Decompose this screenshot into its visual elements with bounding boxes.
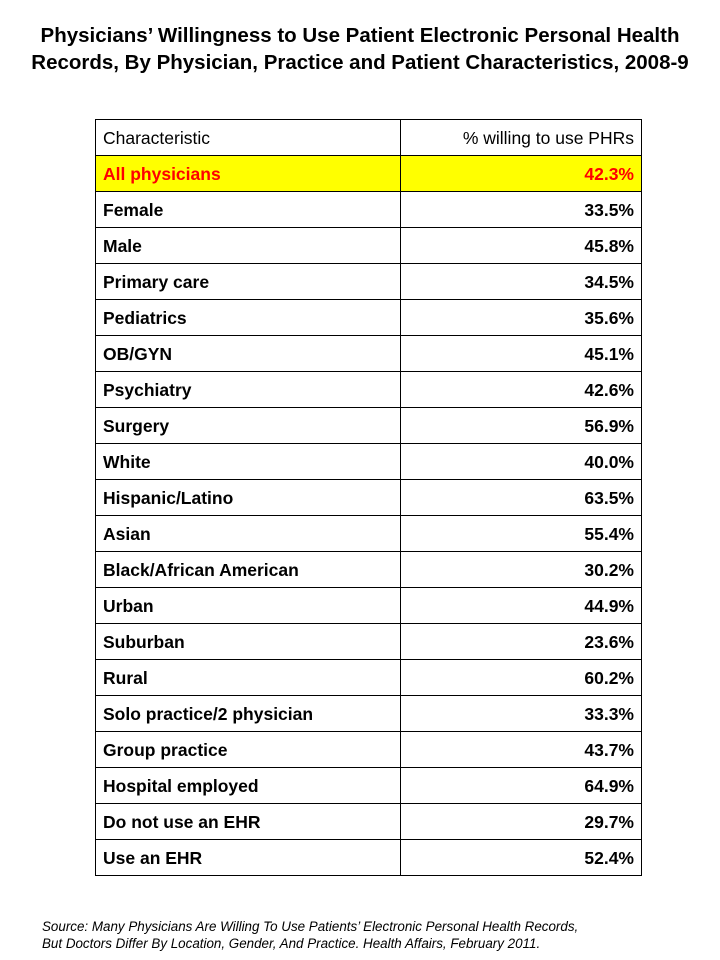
table-row — [96, 408, 642, 444]
characteristic-cell: All physicians — [96, 156, 401, 192]
characteristic-cell: Surgery — [96, 408, 401, 444]
characteristic-cell: Hospital employed — [96, 768, 401, 804]
source-line-2: But Doctors Differ By Location, Gender, And Practice. Health Affairs, February 2011. — [42, 936, 541, 951]
table-body — [96, 156, 642, 876]
characteristic-cell: Asian — [96, 516, 401, 552]
percent-cell: 64.9% — [401, 768, 642, 804]
characteristic-cell: Use an EHR — [96, 840, 401, 876]
table-row — [96, 300, 642, 336]
percent-cell: 60.2% — [401, 660, 642, 696]
table-row — [96, 516, 642, 552]
table-row — [96, 552, 642, 588]
data-table — [95, 119, 642, 876]
characteristic-cell: Hispanic/Latino — [96, 480, 401, 516]
percent-cell: 30.2% — [401, 552, 642, 588]
table-row — [96, 192, 642, 228]
characteristic-cell: Psychiatry — [96, 372, 401, 408]
source-citation — [42, 918, 702, 952]
percent-cell: 40.0% — [401, 444, 642, 480]
percent-cell: 33.3% — [401, 696, 642, 732]
characteristic-cell: Pediatrics — [96, 300, 401, 336]
characteristic-cell: White — [96, 444, 401, 480]
percent-cell: 42.3% — [401, 156, 642, 192]
characteristic-cell: Solo practice/2 physician — [96, 696, 401, 732]
characteristic-cell: Suburban — [96, 624, 401, 660]
percent-cell: 45.1% — [401, 336, 642, 372]
table-row — [96, 480, 642, 516]
percent-cell: 55.4% — [401, 516, 642, 552]
percent-cell: 56.9% — [401, 408, 642, 444]
table-row — [96, 588, 642, 624]
characteristic-cell: OB/GYN — [96, 336, 401, 372]
percent-cell: 34.5% — [401, 264, 642, 300]
table-row — [96, 336, 642, 372]
table-row — [96, 228, 642, 264]
source-line-1: Source: Many Physicians Are Willing To Use Patients’ Electronic Personal Health Records, — [42, 919, 579, 934]
table-row — [96, 624, 642, 660]
table-row — [96, 696, 642, 732]
characteristic-cell: Urban — [96, 588, 401, 624]
table-row — [96, 372, 642, 408]
characteristic-cell: Female — [96, 192, 401, 228]
characteristic-cell: Do not use an EHR — [96, 804, 401, 840]
table-row — [96, 768, 642, 804]
characteristic-cell: Rural — [96, 660, 401, 696]
slide-title: Physicians’ Willingness to Use Patient Electronic Personal Health Records, By Physician, Practice and Patient Characteristics, 2008-9 — [31, 24, 689, 74]
table-header-row — [96, 120, 642, 156]
percent-cell: 52.4% — [401, 840, 642, 876]
column-header-percent: % willing to use PHRs — [401, 120, 642, 156]
table-row — [96, 732, 642, 768]
column-header-characteristic: Characteristic — [96, 120, 401, 156]
percent-cell: 35.6% — [401, 300, 642, 336]
characteristic-cell: Group practice — [96, 732, 401, 768]
table-row — [96, 156, 642, 192]
percent-cell: 29.7% — [401, 804, 642, 840]
characteristic-cell: Male — [96, 228, 401, 264]
percent-cell: 42.6% — [401, 372, 642, 408]
percent-cell: 45.8% — [401, 228, 642, 264]
table-row — [96, 804, 642, 840]
table-row — [96, 660, 642, 696]
percent-cell: 63.5% — [401, 480, 642, 516]
table-row — [96, 840, 642, 876]
percent-cell: 33.5% — [401, 192, 642, 228]
percent-cell: 44.9% — [401, 588, 642, 624]
table-row — [96, 444, 642, 480]
characteristic-cell: Primary care — [96, 264, 401, 300]
percent-cell: 23.6% — [401, 624, 642, 660]
characteristic-cell: Black/African American — [96, 552, 401, 588]
percent-cell: 43.7% — [401, 732, 642, 768]
table-row — [96, 264, 642, 300]
